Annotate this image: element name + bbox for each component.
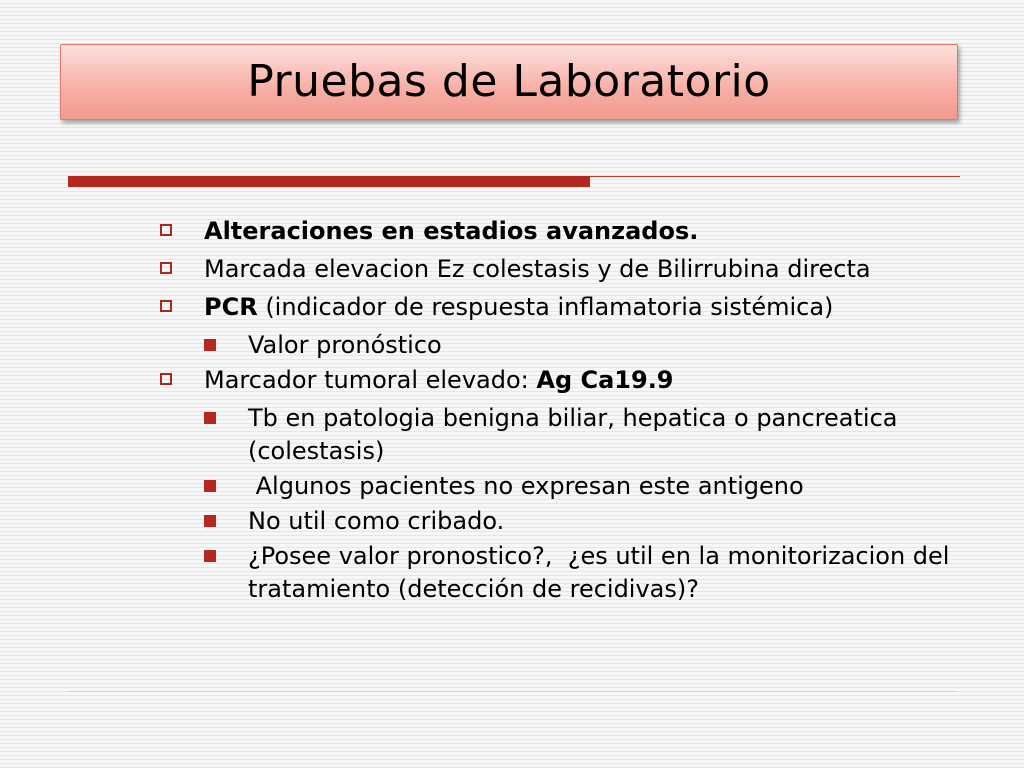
bullet-item [158, 253, 968, 286]
filled-square-bullet-icon [204, 339, 216, 351]
hollow-square-bullet-icon [160, 300, 172, 312]
filled-square-bullet-icon [204, 515, 216, 527]
bullet-text: No util como cribado. [248, 507, 505, 535]
hollow-square-bullet-icon [160, 262, 172, 274]
divider-bottom [68, 691, 956, 692]
bullet-text: ¿Posee valor pronostico?, ¿es util en la monitorizacion del tratamiento (detección de recidivas)? [248, 542, 958, 603]
sub-bullet-item [202, 470, 968, 503]
divider-thick [68, 176, 590, 187]
bullet-bold-text: Alteraciones en estadios avanzados. [204, 217, 699, 245]
sub-bullet-item [202, 540, 968, 606]
bullet-bold-text: Ag Ca19.9 [536, 366, 674, 394]
filled-square-bullet-icon [204, 550, 216, 562]
bullet-item [158, 364, 968, 397]
filled-square-bullet-icon [204, 412, 216, 424]
slide-title: Pruebas de Laboratorio [247, 55, 771, 107]
sub-bullet-item [202, 402, 968, 468]
hollow-square-bullet-icon [160, 373, 172, 385]
bullet-item [158, 291, 968, 324]
sub-bullet-item [202, 505, 968, 538]
bullet-text: Marcador tumoral elevado: [204, 366, 537, 394]
bullet-text: Valor pronóstico [248, 331, 442, 359]
bullet-item [158, 215, 968, 248]
bullet-text: (indicador de respuesta inflamatoria sistémica) [257, 293, 834, 321]
hollow-square-bullet-icon [160, 224, 172, 236]
title-box [60, 44, 958, 120]
bullet-text: Marcada elevacion Ez colestasis y de Bilirrubina directa [204, 255, 871, 283]
bullet-bold-text: PCR [204, 293, 258, 321]
divider-thin [590, 176, 960, 177]
filled-square-bullet-icon [204, 480, 216, 492]
bullet-list [158, 215, 968, 608]
bullet-text: Algunos pacientes no expresan este antigeno [248, 472, 804, 500]
bullet-text: Tb en patologia benigna biliar, hepatica o pancreatica (colestasis) [248, 404, 898, 465]
sub-bullet-item [202, 329, 968, 362]
